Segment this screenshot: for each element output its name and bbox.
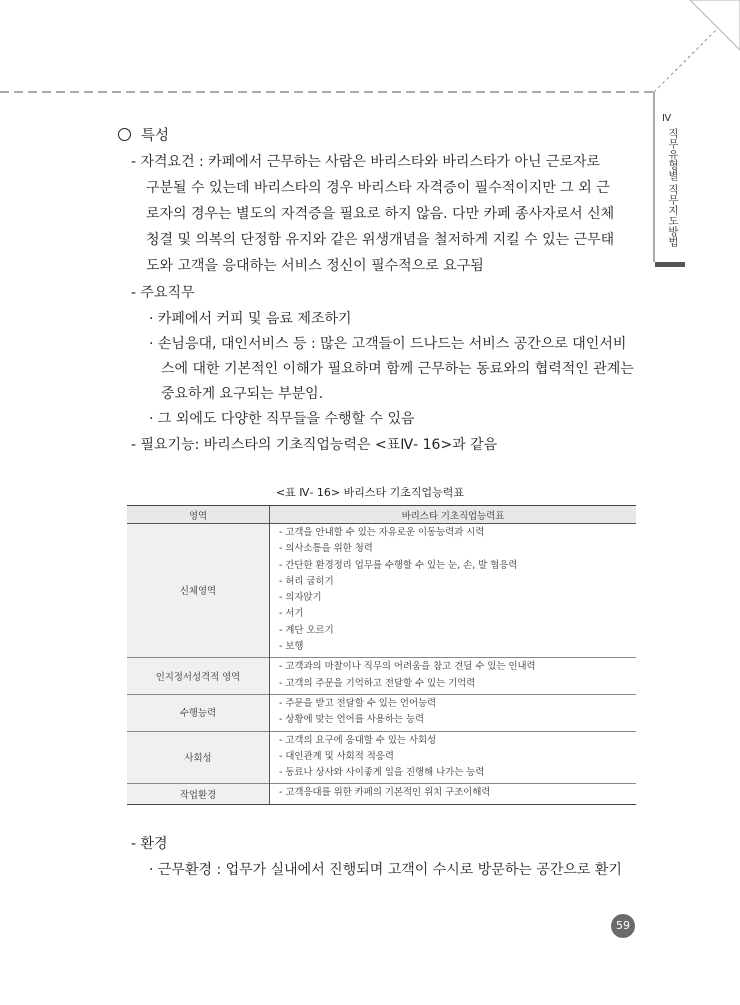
- duty-item: · 손님응대, 대인서비스 등 : 많은 고객들이 드나드는 서비스 공간으로 대인서비: [149, 336, 627, 352]
- table-row: [127, 524, 636, 658]
- table-caption: <표 Ⅳ- 16> 바리스타 기초직업능력표: [275, 486, 465, 499]
- chapter-number: Ⅳ: [662, 113, 672, 124]
- ability-item: - 계단 오르기: [279, 624, 334, 636]
- ability-item: - 상황에 맞는 언어를 사용하는 능력: [279, 714, 425, 726]
- table-header-row: [127, 506, 636, 524]
- ability-item: - 보행: [279, 641, 304, 653]
- circle-bullet-icon: [118, 128, 131, 141]
- ability-item: - 고객응대를 위한 카페의 기본적인 위치 구조이해력: [279, 787, 491, 799]
- main-duties-heading: - 주요직무: [131, 285, 195, 301]
- items-cell: [270, 784, 637, 804]
- table-row: [127, 731, 636, 784]
- ability-item: - 허리 굽히기: [279, 575, 334, 587]
- environment-heading: - 환경: [131, 836, 168, 852]
- column-header-ability: 바리스타 기초직업능력표: [270, 506, 637, 524]
- ability-item: - 동료나 상사와 사이좋게 일을 진행해 나가는 능력: [279, 767, 485, 779]
- area-cell: 신체영역: [127, 524, 270, 658]
- duty-item-continued: 중요하게 요구되는 부분임.: [161, 386, 324, 402]
- ability-item: - 간단한 환경정리 업무를 수행할 수 있는 눈, 손, 발 협응력: [279, 559, 518, 571]
- qualification-line: - 자격요건 : 카페에서 근무하는 사람은 바리스타와 바리스타가 아닌 근로자로: [131, 154, 601, 170]
- table-row: [127, 784, 636, 804]
- duty-item-continued: 스에 대한 기본적인 이해가 필요하며 함께 근무하는 동료와의 협력적인 관계는: [161, 361, 634, 377]
- qualification-line: 청결 및 의복의 단정함 유지와 같은 위생개념을 철저하게 지킬 수 있는 근무태: [146, 232, 615, 248]
- ability-item: - 고객을 안내할 수 있는 자유로운 이동능력과 시력: [279, 527, 485, 538]
- page-number: 59: [611, 914, 635, 938]
- chapter-marker-bar: [655, 262, 685, 267]
- environment-line: · 근무환경 : 업무가 실내에서 진행되며 고객이 수시로 방문하는 공간으로 환기: [149, 862, 622, 878]
- ability-item: - 주문을 받고 전달할 수 있는 언어능력: [279, 697, 437, 709]
- ability-item: - 서기: [279, 608, 304, 620]
- table-row: [127, 694, 636, 731]
- items-cell: [270, 524, 637, 658]
- ability-item: - 의자앉기: [279, 592, 322, 604]
- basic-ability-table: [127, 505, 636, 805]
- ability-item: - 고객의 주문을 기억하고 전달할 수 있는 기억력: [279, 677, 476, 689]
- duty-item: · 그 외에도 다양한 직무들을 수행할 수 있음: [149, 411, 415, 427]
- items-cell: [270, 658, 637, 695]
- area-cell: 사회성: [127, 731, 270, 784]
- required-skills-line: - 필요기능: 바리스타의 기초직업능력은 <표Ⅳ- 16>과 같음: [131, 437, 498, 453]
- qualification-line: 로자의 경우는 별도의 자격증을 필요로 하지 않음. 다만 카페 종사자로서 신체: [146, 206, 615, 222]
- section-heading: 특성: [118, 124, 169, 145]
- ability-item: - 고객의 요구에 응대할 수 있는 사회성: [279, 734, 437, 746]
- qualification-line: 구분될 수 있는데 바리스타의 경우 바리스타 자격증이 필수적이지만 그 외 근: [146, 180, 610, 196]
- area-cell: 인지정서성격적 영역: [127, 658, 270, 695]
- chapter-title: 직무유형별 직무지도방법: [667, 128, 679, 247]
- table-row: [127, 658, 636, 695]
- area-cell: 작업환경: [127, 784, 270, 804]
- items-cell: [270, 731, 637, 784]
- ability-item: - 대인관계 및 사회적 적응력: [279, 750, 394, 762]
- ability-item: - 의사소통을 위한 청력: [279, 543, 373, 555]
- area-cell: 수행능력: [127, 694, 270, 731]
- duty-item: · 카페에서 커피 및 음료 제조하기: [149, 311, 352, 327]
- ability-item: - 고객과의 마찰이나 직무의 어려움을 참고 견딜 수 있는 인내력: [279, 661, 536, 673]
- items-cell: [270, 694, 637, 731]
- column-header-area: 영역: [127, 506, 270, 524]
- qualification-line: 도와 고객을 응대하는 서비스 정신이 필수적으로 요구됨: [146, 258, 484, 274]
